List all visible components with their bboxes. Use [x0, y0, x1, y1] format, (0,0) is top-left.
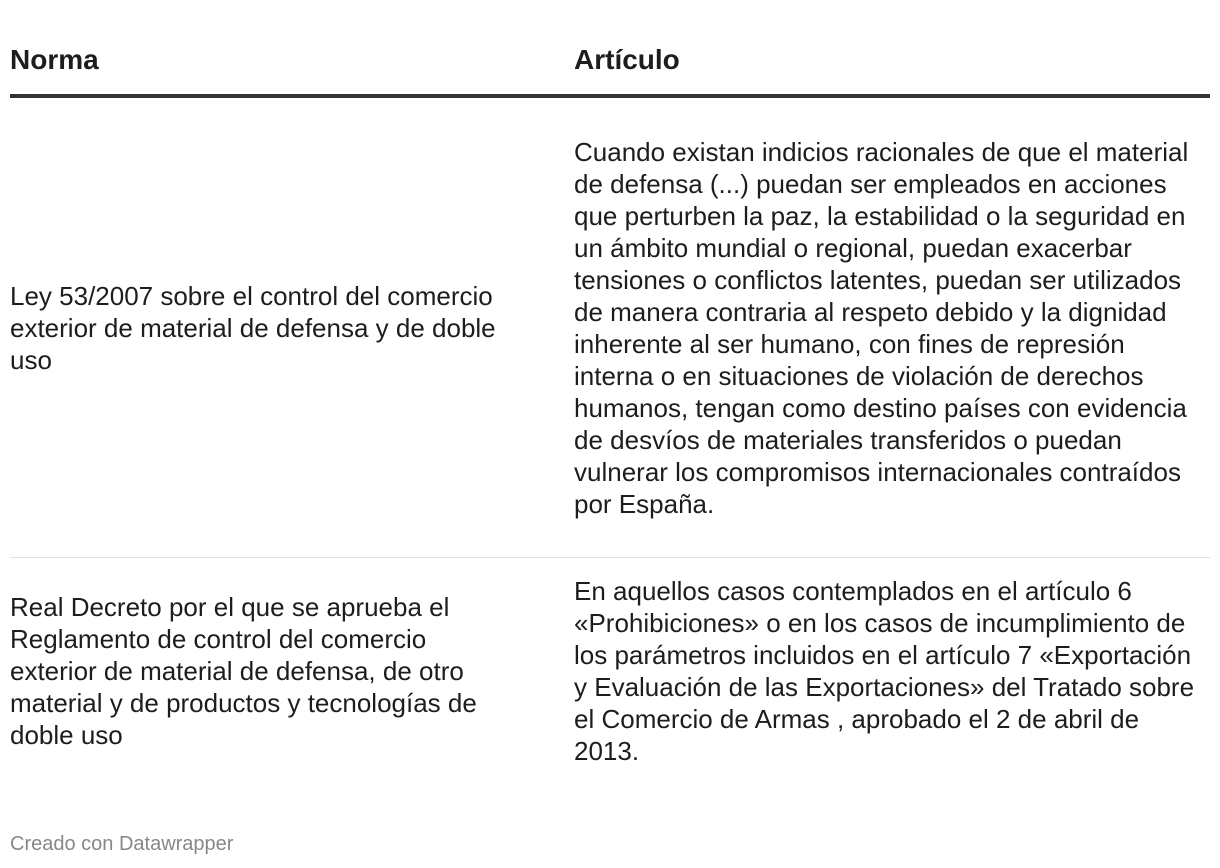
cell-articulo: Cuando existan indicios racionales de que el material de defensa (...) puedan ser empleados en acciones que perturben la paz, la estabilidad o la seguridad en un ámbito mundial o regional, puedan exacerbar tensiones o conflictos latentes, puedan ser utilizados de manera contraria al respeto debido y la dignidad inherente al ser humano, con fines de represión interna o en situaciones de violación de derechos humanos, tengan como destino países con evidencia de desvíos de materiales transferidos o puedan vulnerar los compromisos internacionales contraídos por España. — [574, 136, 1189, 519]
table-row — [10, 98, 1210, 558]
column-header-articulo[interactable]: Artículo — [574, 44, 680, 75]
table-header-row — [10, 0, 1210, 98]
cell-articulo: En aquellos casos contemplados en el artículo 6 «Prohibiciones» o en los casos de incumplimiento de los parámetros incluidos en el artículo 7 «Exportación y Evaluación de las Exportaciones» del Tratado sobre el Comercio de Armas , aprobado el 2 de abril de 2013. — [574, 576, 1195, 766]
column-header-norma[interactable]: Norma — [10, 44, 99, 75]
cell-norma: Real Decreto por el que se aprueba el Reglamento de control del comercio exterior de material de defensa, de otro material y de productos y tecnologías de doble uso — [10, 592, 477, 750]
cell-norma: Ley 53/2007 sobre el control del comercio exterior de material de defensa y de doble uso — [10, 280, 496, 375]
table-row — [10, 558, 1210, 784]
norms-table — [10, 0, 1210, 784]
datawrapper-credit[interactable]: Creado con Datawrapper — [10, 833, 234, 855]
